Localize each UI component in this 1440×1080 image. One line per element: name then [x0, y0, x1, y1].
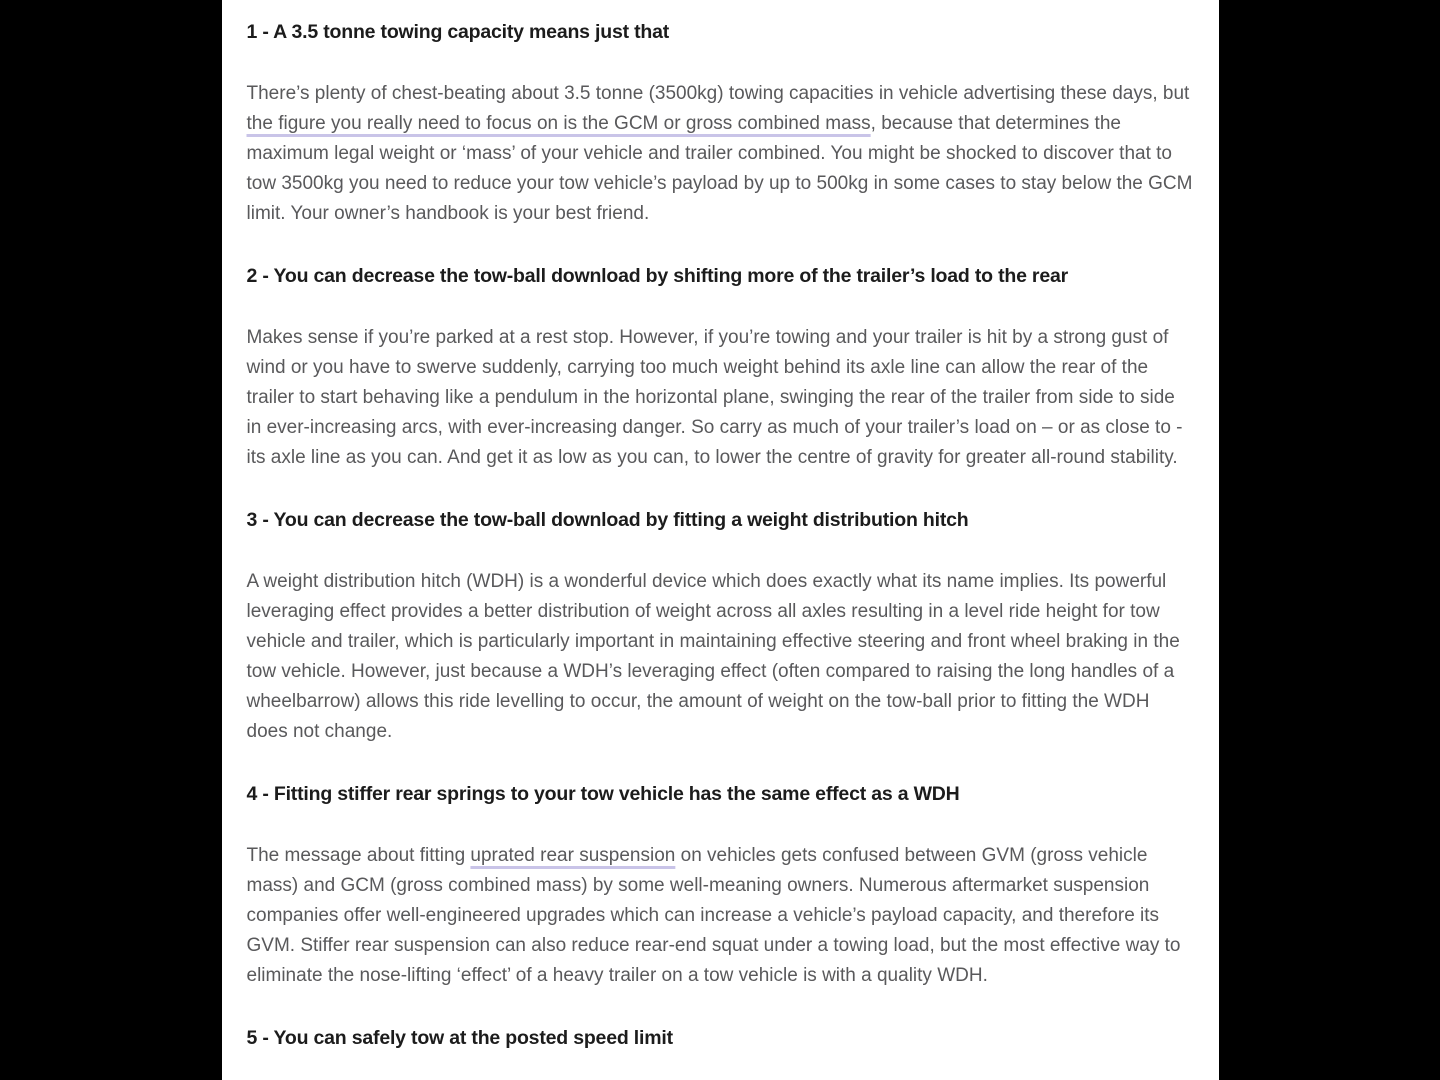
paragraph-text: There’s plenty of chest-beating about 3.5 tonne (3500kg) towing capacities in vehicle advertising these days, but [246, 83, 1190, 104]
paragraph-text: on vehicles gets confused between GVM (gross vehicle mass) and GCM (gross combined mass) by some well-meaning owners. Numerous aftermarket suspension companies offer well-engineered upgrades which can increase a vehicle’s payload capacity, and therefore its GVM. Stiffer rear suspension can also reduce rear-end squat under a towing load, but the most effective way to eliminate the nose-lifting ‘effect’ of a heavy trailer on a tow vehicle is with a quality WDH. [246, 845, 1181, 986]
paragraph-text: Makes sense if you’re parked at a rest stop. However, if you’re towing and your trailer is hit by a strong gust of wind or you have to swerve suddenly, carrying too much weight behind its axle line can allow the rear of the trailer to start behaving like a pendulum in the horizontal plane, swinging the rear of the trailer from side to side in ever-increasing arcs, with ever-increasing danger. So carry as much of your trailer’s load on – or as close to - its axle line as you can. And get it as low as you can, to lower the centre of gravity for greater all-round stability. [246, 327, 1183, 468]
section-heading: 2 - You can decrease the tow-ball download by shifting more of the trailer’s load to the rear [246, 265, 1068, 287]
section-paragraph [247, 841, 1193, 991]
section-heading: 4 - Fitting stiffer rear springs to your tow vehicle has the same effect as a WDH [246, 783, 960, 805]
paragraph-text: A weight distribution hitch (WDH) is a wonderful device which does exactly what its name implies. Its powerful leveraging effect provides a better distribution of weight across all axles resulting in a level ride height for tow vehicle and trailer, which is particularly important in maintaining effective steering and front wheel braking in the tow vehicle. However, just because a WDH’s leveraging effect (often compared to raising the long handles of a wheelbarrow) allows this ride levelling to occur, the amount of weight on the tow-ball prior to fitting the WDH does not change. [246, 571, 1180, 742]
paragraph-text: The message about fitting [246, 845, 471, 866]
towing-myths-article [247, 17, 1193, 1053]
section-heading: 1 - A 3.5 tonne towing capacity means just that [246, 21, 670, 43]
article-section-2 [247, 261, 1193, 473]
section-paragraph [247, 567, 1193, 747]
article-section-5 [247, 1023, 1193, 1053]
section-paragraph [247, 323, 1193, 473]
paragraph-text: , because that determines the maximum legal weight or ‘mass’ of your vehicle and trailer combined. You might be shocked to discover that to tow 3500kg you need to reduce your tow vehicle’s payload by up to 500kg in some cases to stay below the GCM limit. Your owner’s handbook is your best friend. [246, 113, 1193, 224]
section-heading: 5 - You can safely tow at the posted speed limit [246, 1027, 673, 1049]
inline-link-uprated-rear-suspension[interactable]: uprated rear suspension [470, 845, 676, 866]
section-heading: 3 - You can decrease the tow-ball download by fitting a weight distribution hitch [246, 509, 969, 531]
section-paragraph [247, 79, 1193, 229]
article-section-1 [247, 17, 1193, 229]
article-page [222, 0, 1219, 1080]
inline-link-gcm[interactable]: the figure you really need to focus on is the GCM or gross combined mass [246, 113, 871, 134]
article-section-4 [247, 779, 1193, 991]
article-section-3 [247, 505, 1193, 747]
